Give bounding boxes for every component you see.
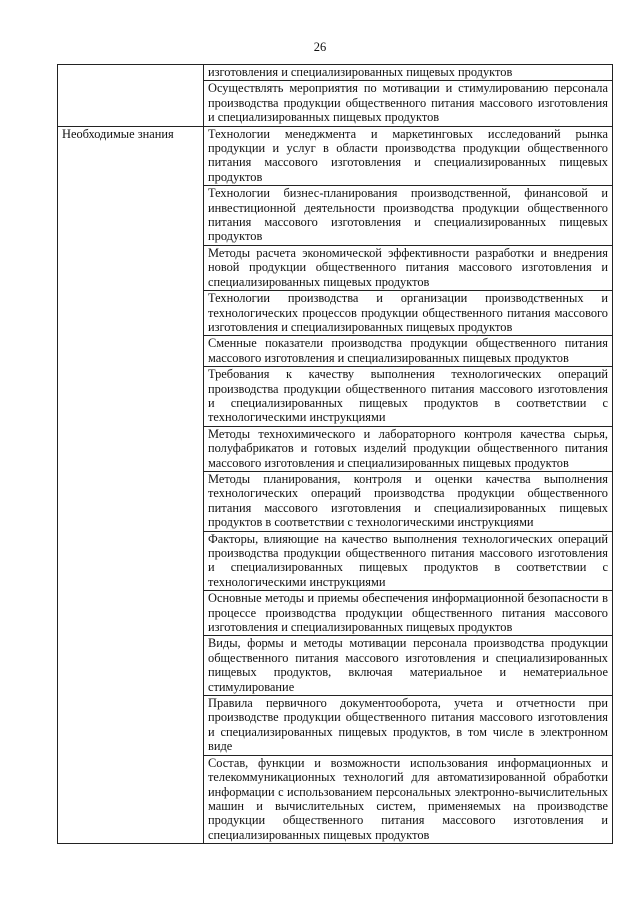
table-row bbox=[58, 126, 613, 186]
table-cell: Методы планирования, контроля и оценки качества выполнения технологических операций производства продукции общественного питания массового изготовления и специализированных пищевых продуктов в соответствии с технологическими инструкциями bbox=[204, 471, 613, 531]
empty-label-cell bbox=[58, 65, 204, 127]
table-cell: Технологии производства и организации производственных и технологических процессов продукции общественного питания массового изготовления и специализированных пищевых продуктов bbox=[204, 291, 613, 336]
table-cell: Состав, функции и возможности использования информационных и телекоммуникационных технологий для автоматизированной обработки информации с использованием персональных электронно-вычислительных машин и вычислительных систем, применяемых на производстве продукции общественного питания массового изготовления и специализированных пищевых продуктов bbox=[204, 755, 613, 843]
table-cell: Осуществлять мероприятия по мотивации и стимулированию персонала производства продукции общественного питания массового изготовления и специализированных пищевых продуктов bbox=[204, 81, 613, 126]
table-cell: Факторы, влияющие на качество выполнения технологических операций производства продукции общественного питания массового изготовления и специализированных пищевых продуктов в соответствии с технологическими инструкциями bbox=[204, 531, 613, 591]
knowledge-label: Необходимые знания bbox=[58, 126, 204, 844]
table-cell: Правила первичного документооборота, учета и отчетности при производстве продукции общественного питания массового изготовления и специализированных пищевых продуктов, в том числе в электронном виде bbox=[204, 696, 613, 756]
table-cell: Основные методы и приемы обеспечения информационной безопасности в процессе производства продукции общественного питания массового изготовления и специализированных пищевых продуктов bbox=[204, 591, 613, 636]
table-cell: Виды, формы и методы мотивации персонала производства продукции общественного питания массового изготовления и специализированных пищевых продуктов, включая материальное и нематериальное стимулирование bbox=[204, 636, 613, 696]
table-cell: Методы расчета экономической эффективности разработки и внедрения новой продукции общественного питания массового изготовления и специализированных пищевых продуктов bbox=[204, 245, 613, 290]
table-cell: Технологии бизнес-планирования производственной, финансовой и инвестиционной деятельности производства продукции общественного питания массового изготовления и специализированных пищевых продуктов bbox=[204, 186, 613, 246]
table-cell: Сменные показатели производства продукции общественного питания массового изготовления и специализированных пищевых продуктов bbox=[204, 336, 613, 367]
page-number: 26 bbox=[313, 40, 327, 54]
competency-table bbox=[57, 64, 613, 844]
table-cell: Требования к качеству выполнения технологических операций производства продукции общественного питания массового изготовления и специализированных пищевых продуктов в соответствии с технологическими инструкциями bbox=[204, 367, 613, 427]
table-cell: изготовления и специализированных пищевых продуктов bbox=[204, 65, 613, 81]
table-cell: Технологии менеджмента и маркетинговых исследований рынка продукции и услуг в области производства продукции общественного питания массового изготовления и специализированных пищевых продуктов bbox=[204, 126, 613, 186]
table-row bbox=[58, 65, 613, 81]
table-cell: Методы технохимического и лабораторного контроля качества сырья, полуфабрикатов и готовых изделий продукции общественного питания массового изготовления и специализированных пищевых продуктов bbox=[204, 426, 613, 471]
